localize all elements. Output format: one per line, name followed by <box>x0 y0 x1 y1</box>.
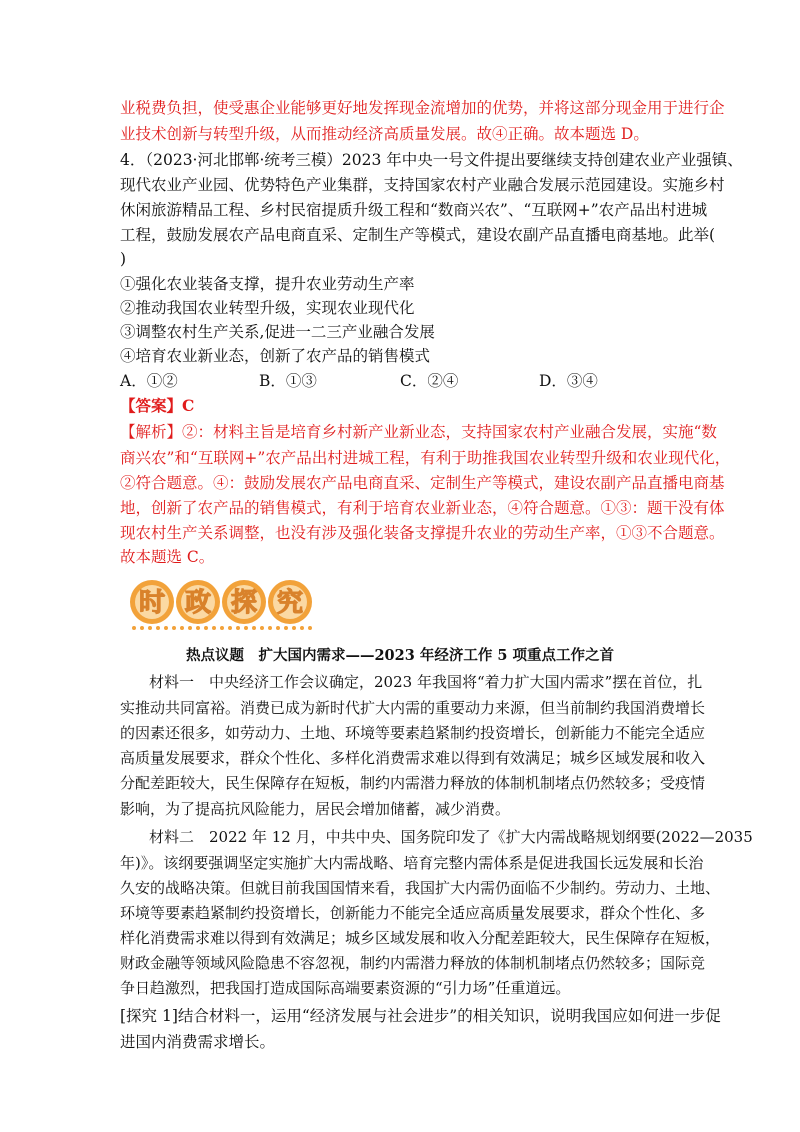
prev-analysis-line: 业税费负担，使受惠企业能够更好地发挥现金流增加的优势，并将这部分现金用于进行企 <box>120 99 725 117</box>
option-a: A．①② <box>120 372 178 390</box>
material1-line: 实推动共同富裕。消费已成为新时代扩大内需的重要动力来源，但当前制约我国消费增长 <box>120 699 706 717</box>
question-stem-line: 现代农业产业园、优势特色产业集群，支持国家农村产业融合发展示范园建设。实施乡村 <box>120 176 725 194</box>
statement-item: ①强化农业装备支撑，提升农业劳动生产率 <box>120 275 415 293</box>
material2-line: 争日趋激烈，把我国打造成国际高端要素资源的“引力场”任重道远。 <box>120 979 571 997</box>
question-stem-line: 工程，鼓励发展农产品电商直采、定制生产等模式，建设农副产品直播电商基地。此举( <box>120 226 716 244</box>
question-stem-line: 4．（2023·河北邯郸·统考三模）2023 年中央一号文件提出要继续支持创建农业产业强镇、 <box>120 151 743 169</box>
material1-line: 影响，为了提高抗风险能力，居民会增加储蓄，减少消费。 <box>120 800 511 818</box>
question-stem-line: 休闲旅游精品工程、乡村民宿提质升级工程和“数商兴农”、“互联网+”农产品出村进城 <box>120 201 708 219</box>
banner-graphic <box>128 578 318 634</box>
analysis-line: 现农村生产关系调整，也没有涉及强化装备支撑提升农业的劳动生产率，①③不合题意。 <box>120 524 725 542</box>
section-banner <box>128 578 318 634</box>
analysis-line: 故本题选 C。 <box>120 548 215 566</box>
banner-char: 政 <box>184 588 212 618</box>
material1-line: 的因素还很多，如劳动力、土地、环境等要素趋紧制约投资增长，创新能力不能完全适应 <box>120 724 706 742</box>
analysis-line: 地，创新了农产品的销售模式，有利于培育农业新业态，④符合题意。①③：题干没有体 <box>120 499 725 517</box>
explore-question-line: [探究 1]结合材料一，运用“经济发展与社会进步”的相关知识，说明我国应如何进一步促 <box>120 1007 721 1025</box>
analysis-line: 商兴农”和“互联网+”农产品出村进城工程，有利于助推我国农业转型升级和农业现代化， <box>120 449 731 467</box>
statement-item: ④培育农业新业态，创新了农产品的销售模式 <box>120 347 431 365</box>
answer-label: 【答案】C <box>120 396 195 415</box>
banner-char: 探 <box>230 588 258 618</box>
explore-question-line: 进国内消费需求增长。 <box>120 1033 276 1051</box>
material2-line: 久安的战略决策。但就目前我国国情来看，我国扩大内需仍面临不少制约。劳动力、土地、 <box>120 879 721 897</box>
prev-analysis-line: 业技术创新与转型升级，从而推动经济高质量发展。故④正确。故本题选 D。 <box>120 125 649 143</box>
option-b: B．①③ <box>259 372 317 390</box>
statement-item: ②推动我国农业转型升级，实现农业现代化 <box>120 299 415 317</box>
material1-line: 材料一 中央经济工作会议确定，2023 年我国将“着力扩大国内需求”摆在首位，扎 <box>149 673 703 691</box>
material2-line: 环境等要素趋紧制约投资增长，创新能力不能完全适应高质量发展要求，群众个性化、多 <box>120 904 706 922</box>
banner-char: 究 <box>276 588 304 618</box>
statement-item: ③调整农村生产关系,促进一二三产业融合发展 <box>120 323 435 341</box>
analysis-line: ②符合题意。④：鼓励发展农产品电商直采、定制生产等模式，建设农副产品直播电商基 <box>120 474 725 492</box>
topic-title: 热点议题 扩大国内需求——2023 年经济工作 5 项重点工作之首 <box>185 647 615 664</box>
material2-line: 样化消费需求难以得到有效满足；城乡区域发展和收入分配差距较大，民生保障存在短板， <box>120 929 721 947</box>
material1-line: 高质量发展要求，群众个性化、多样化消费需求难以得到有效满足；城乡区域发展和收入 <box>120 749 706 767</box>
option-c: C．②④ <box>400 372 459 390</box>
material2-line: 财政金融等领域风险隐患不容忽视，制约内需潜力释放的体制机制堵点仍然较多；国际竞 <box>120 954 706 972</box>
material2-line: 年)》。该纲要强调坚定实施扩大内需战略、培育完整内需体系是促进我国长远发展和长治 <box>120 854 704 872</box>
option-d: D．③④ <box>539 372 598 390</box>
question-stem-line: ) <box>120 250 127 268</box>
banner-char: 时 <box>138 588 166 618</box>
material2-line: 材料二 2022 年 12 月，中共中央、国务院印发了《扩大内需战略规划纲要(2022—2035 <box>149 828 753 846</box>
analysis-line: 【解析】②：材料主旨是培育乡村新产业新业态，支持国家农村产业融合发展，实施“数 <box>120 423 717 441</box>
material1-line: 分配差距较大，民生保障存在短板，制约内需潜力释放的体制机制堵点仍然较多；受疫情 <box>120 774 706 792</box>
